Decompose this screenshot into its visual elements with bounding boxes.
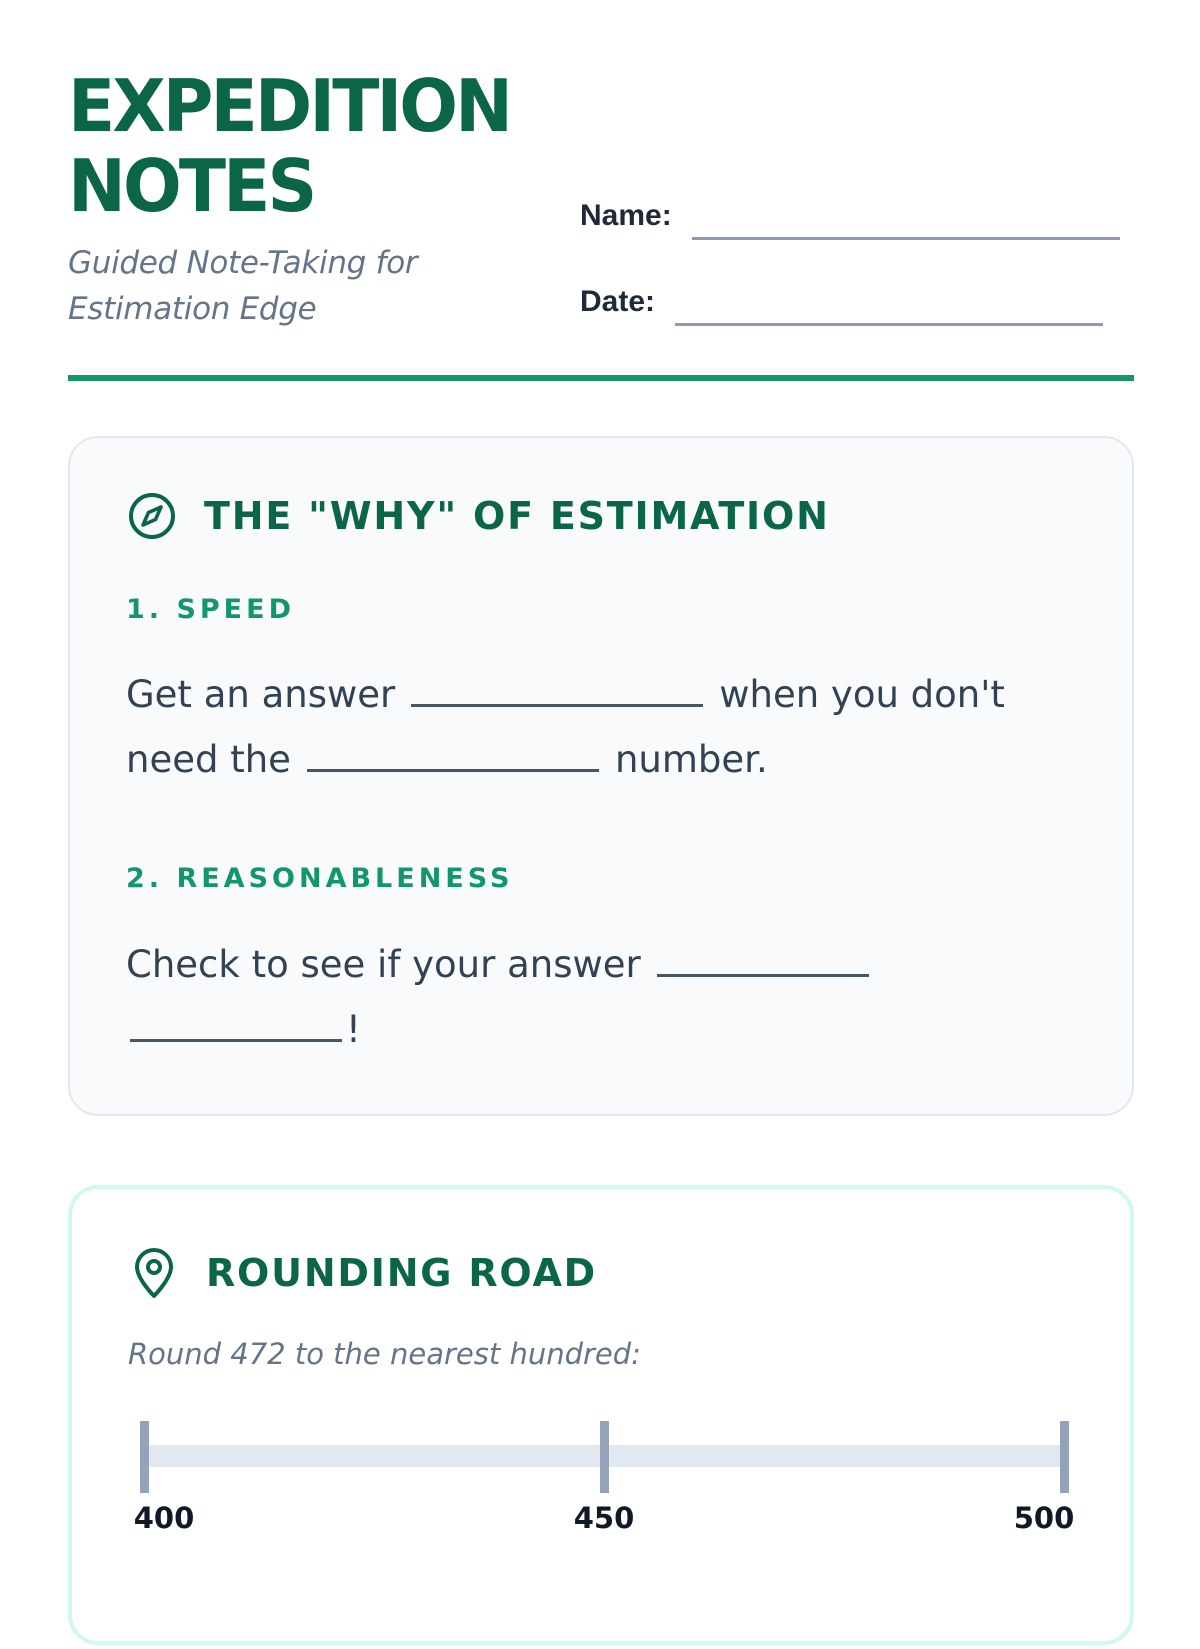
why-estimation-card <box>68 436 1134 1116</box>
why-card-title: THE "WHY" OF ESTIMATION <box>204 494 830 538</box>
number-line-label-500: 500 <box>1013 1501 1075 1535</box>
worksheet-page <box>68 0 1134 1600</box>
speed-text-1: Get an answer <box>126 673 396 716</box>
page-subtitle: Guided Note-Taking for Estimation Edge <box>68 245 418 327</box>
number-line-label-450: 450 <box>573 1501 635 1535</box>
number-line-tick-450 <box>600 1421 609 1493</box>
name-field <box>580 196 1120 236</box>
reason-text-2: ! <box>346 1008 361 1051</box>
reason-blank-1[interactable] <box>657 944 869 977</box>
speed-blank-2[interactable] <box>307 739 599 772</box>
speed-blank-1[interactable] <box>411 674 703 707</box>
compass-icon <box>126 490 178 542</box>
number-line-label-400: 400 <box>133 1501 195 1535</box>
speed-text-3: number. <box>614 738 768 781</box>
date-label: Date: <box>580 285 656 318</box>
reason-text-1: Check to see if your answer <box>126 943 641 986</box>
page-title <box>68 66 510 226</box>
name-label: Name: <box>580 199 672 232</box>
title-line-2: NOTES <box>68 144 315 228</box>
number-line-tick-400 <box>140 1421 149 1493</box>
reasonableness-sentence <box>126 932 1066 1062</box>
date-field <box>580 282 1103 322</box>
number-line-tick-500 <box>1060 1421 1069 1493</box>
header-divider <box>68 375 1134 381</box>
name-write-line[interactable] <box>692 237 1120 240</box>
reasonableness-section-label: 2. REASONABLENESS <box>126 863 514 894</box>
number-line <box>72 1189 1138 1649</box>
rounding-road-card <box>68 1185 1134 1645</box>
title-line-1: EXPEDITION <box>68 64 511 148</box>
road-card-title: ROUNDING ROAD <box>206 1251 598 1295</box>
why-card-header <box>126 490 830 542</box>
speed-section-label: 1. SPEED <box>126 594 295 625</box>
worksheet-header <box>68 0 1134 382</box>
rounding-prompt: Round 472 to the nearest hundred: <box>128 1337 641 1371</box>
speed-sentence <box>126 662 1066 792</box>
speed-text-2: when you don't need the <box>126 673 1005 781</box>
date-write-line[interactable] <box>675 323 1103 326</box>
reason-blank-2[interactable] <box>130 1009 342 1042</box>
